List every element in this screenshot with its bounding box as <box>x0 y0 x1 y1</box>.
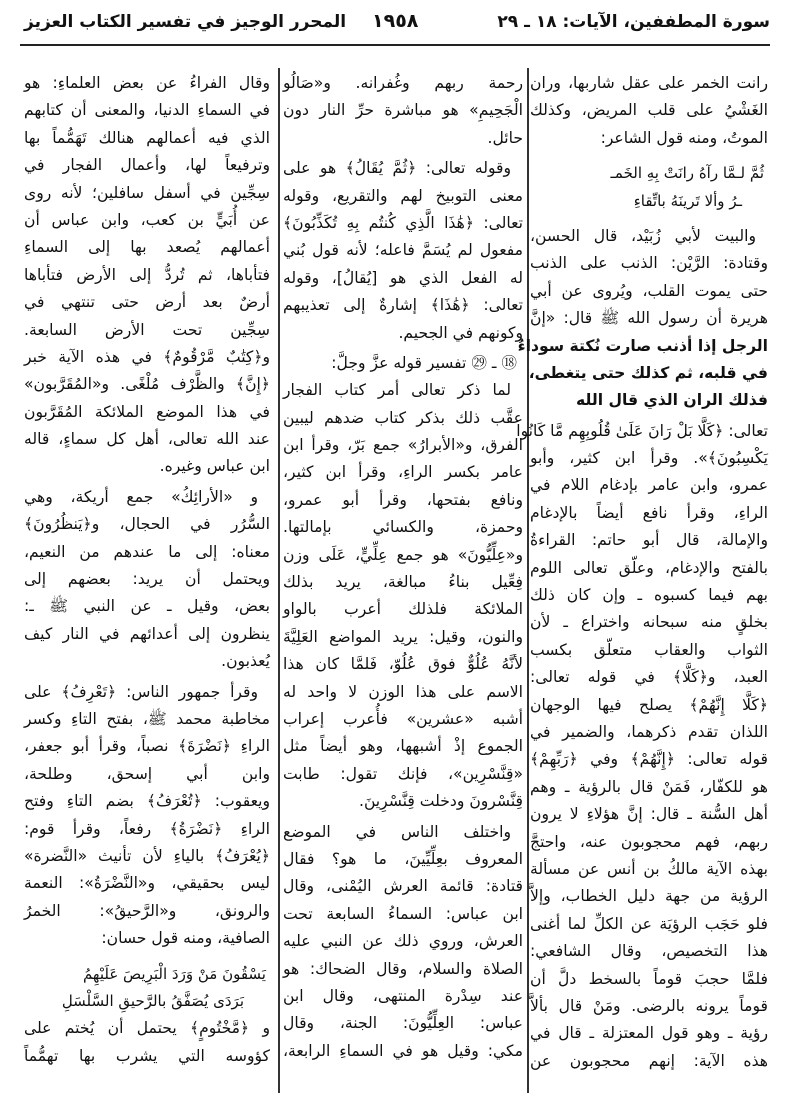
text-line: مكي: وقيل هو في السماءِ الرابعة، <box>283 1041 523 1060</box>
text-line: مفعول لم يُسَمَّ فاعله؛ لأنه قول بُني <box>283 241 523 260</box>
text-line: هو للكفّار، فَمَنْ قال بالرؤية ـ وهم <box>530 777 768 796</box>
text-line: العرش، وروي ذلك عن النبي عليه <box>283 932 523 951</box>
text-line: حتى يموت القلب، ويُروى عن أبي <box>530 281 768 300</box>
text-line: الاسم على هذا الوزن لا واحد له <box>283 682 523 701</box>
text-column-left <box>24 70 270 1070</box>
text-line: عن أُبَيٍّ بن كعب، وابن عباس أن <box>24 210 270 229</box>
book-title-header: المحرر الوجيز في تفسير الكتاب العزيز <box>24 12 347 32</box>
text-line: ينظرون إلى أعدائهم في النار كيف <box>24 624 270 643</box>
text-line: يَكْسِبُونَ﴾». وقرأ ابن كثير، وأبو <box>530 449 768 468</box>
text-line: الراءِ ﴿نَضْرَةَ﴾ نصباً، وقرأ أبو جعفر، <box>24 737 270 756</box>
text-line: هريرة أن رسول الله ﷺ قال: «إنَّ <box>530 309 768 328</box>
text-line: «قِنَّسْرِين»، فإنك تقول: طابت <box>283 764 523 783</box>
surah-verse-header: سورة المطففين، الآيات: ١٨ ـ ٢٩ <box>497 12 770 32</box>
text-line: في هذا الموضع الملائكة المُقَرَّبون <box>24 402 270 421</box>
text-line: قوله تعالى: ﴿إِنَّهُمْ﴾ وفي ﴿رَبِّهِمْ﴾ <box>530 750 768 769</box>
text-line: عمرو، وابن عامر بإدغام اللام في <box>530 476 768 495</box>
text-line: رحمة ربهم وغُفرانه. و«صَالُو <box>283 74 523 92</box>
text-line: أعمالهم يُصعد بها إلى السماءِ <box>24 238 270 257</box>
text-line: لما ذكر تعالى أمر كتاب الفجار <box>283 381 511 400</box>
text-line: تعالى: ﴿كَلَّا بَلْ رَانَ عَلَىٰ قُلُوبِهِم مَّا كَانُوا <box>516 421 768 440</box>
text-line: الذي فيه أعمالهم هنالك تَهَمُّماً بها <box>24 128 270 147</box>
text-line: اللذان تقدم ذكرهما، والضمير في <box>530 722 768 741</box>
text-line: عامر بكسر الراءِ، وقرأ ابن كثير، <box>283 463 523 482</box>
text-line: و«عِلِّيُّونَ» هو جمع عِلِّيٍّ، عَلَى وزن <box>283 545 523 564</box>
text-line: هذا التخصيص، وقال الشافعي: <box>530 942 768 961</box>
poetry-line: ثُمَّ لـمَّا رآهُ رانَتْ بِهِ الخَمـ <box>610 164 764 183</box>
text-line: في قلبه، ثم كذلك حتى يتغطى، <box>528 363 768 382</box>
text-line: حائل. <box>487 128 523 147</box>
text-line: الرؤية من جهة دليل الخطاب، وإلاَّ <box>530 887 768 906</box>
text-column-middle <box>283 70 523 1065</box>
text-line: واختلف الناس في الموضع <box>283 822 511 841</box>
text-line: أشبه «عشرين» فأُعرب إعراب <box>283 709 523 728</box>
text-line: قتادة: قائمة العرش اليُمْنى، وقال <box>283 877 523 896</box>
text-line: ونافع بفتحها، وقرأ أبو عمرو، <box>283 490 523 509</box>
text-line: ﴿يُعْرَفُ﴾ بالياءِ لأن تأنيث «النَّضرة» <box>24 846 270 865</box>
text-line: وقال الفراءُ عن بعض العلماءِ: هو <box>24 74 270 92</box>
text-line: ﴿إِنَّ﴾ والظَّرْف مُلْغًى. و«المُقَرَّبون» <box>24 375 270 394</box>
text-line: له الفعل الذي هو [يُقالُ]، وقوله <box>283 268 523 287</box>
text-line: بهم فيما كسبوه ـ وإن كان ذلك <box>530 586 768 605</box>
text-line: فتأباها، ثم تُردُّ إلى الأرض فتأباها <box>24 265 270 284</box>
text-line: الثواب والعقاب متعلّق بكسب <box>530 640 768 659</box>
section-heading: ⑱ ـ ㉙ تفسير قوله عزَّ وجلَّ: <box>331 353 517 372</box>
text-line: سِجِّين تحت الأرض السابعة. <box>24 320 270 339</box>
text-line: بهذه الآية مالكُ بن أنس عن مسألة <box>530 859 768 878</box>
text-line: والنون، وقيل: يريد المواضع العَلِيَّةَ <box>283 627 523 646</box>
text-line: في السماءِ الدنيا، والمعنى أن كتابهم <box>24 101 270 120</box>
text-column-right <box>516 70 768 1075</box>
poetry-line: يَسْقُونَ مَنْ وَرَدَ الْبَرِيصَ عَلَيْهِمُ <box>82 964 266 983</box>
text-line: و «الأرائِكُ» جمع أريكة، وهي <box>24 487 258 506</box>
text-line: وقوله تعالى: ﴿ثُمَّ يُقَالُ﴾ هو على <box>283 159 511 178</box>
text-line: الملائكة فلذلك أعرب بالواو <box>283 600 523 619</box>
text-line: رانت الخمر على عقل شاربها، وران <box>530 74 768 92</box>
text-line: عند الله تعالى، أهل كل سماءٍ، قاله <box>24 430 270 449</box>
text-line: بخلقٍ منه سبحانه واختراع ـ لأن <box>530 613 768 632</box>
text-line: وابن أبي إسحق، وطلحة، <box>24 764 270 783</box>
text-line: تعالى: ﴿هَٰذَا﴾ إشارةٌ إلى تعذيبهم <box>283 296 523 315</box>
text-line: ليس بحقيقي، و«النَّضْرَةُ»: النعمة <box>24 874 270 893</box>
text-line: قوماً يرونه بالرضى. ومَنْ قال بألاَّ <box>530 996 768 1015</box>
text-line: المعروف بعِلِّيِّينَ، ما هو؟ فقال <box>283 849 523 868</box>
text-line: قِنَّسْرونَ ودخلت قِنَّسْرِينَ. <box>358 792 523 811</box>
text-line: السُّرُر في الحجال، و﴿يَنظُرُونَ﴾ <box>24 515 270 534</box>
text-line: بعض، وقيل ـ عن النبي ﷺ ـ: <box>24 597 270 616</box>
poetry-line: ـرُ وألا تَرينَهُ باتِّقاءِ <box>633 191 742 210</box>
text-line: وقتادة: الرَّيْن: الذنب على الذنب <box>530 254 768 273</box>
text-line: تعالى: ﴿هَٰذَا الَّذِي كُنتُم بِهِ تُكَذِّبُونَ﴾ <box>283 213 523 232</box>
text-line: وقرأ جمهور الناس: ﴿تَعْرِفُ﴾ على <box>24 682 258 701</box>
text-line: و﴿كِتَٰبٌ مَّرْقُومٌ﴾ في هذه الآية خبر <box>24 347 270 366</box>
text-line: فذلك الران الذي قال الله <box>576 391 768 410</box>
text-line: الصلاة والسلام، وقال الضحاك: هو <box>283 959 523 978</box>
text-line: الموتُ، ومنه قول الشاعر: <box>600 128 768 147</box>
text-line: فلو حَجَب الرؤيَة عن الكلِّ لما أغنى <box>530 914 768 933</box>
text-line: مخاطبة محمد ﷺ، بفتح التاءِ وكسر <box>24 709 270 728</box>
text-line: معنى التوبيخ لهم والتقريع، وقوله <box>283 186 523 205</box>
text-line: والإمالة، قال أبو حاتم: القراءةُ <box>530 531 768 550</box>
text-line: ابن عباس: السماءُ السابعة تحت <box>283 904 523 923</box>
text-line: عند سِدْرة المنتهى، وقال ابن <box>283 986 523 1005</box>
text-line: الغَشْيُ على قلب المريض، وكذلك <box>530 101 768 120</box>
text-line: العبد، و﴿كَلَّا﴾ في قوله تعالى: <box>530 668 768 687</box>
text-line: والبيت لأبي زُبَيْد، قال الحسن، <box>530 226 756 245</box>
text-line: وترفيعاً لها، وأعمال الفجار في <box>24 156 270 175</box>
text-line: عباس: العِلِّيُّونَ: الجنة، وقال <box>283 1014 523 1033</box>
text-line: وحمزة، والكسائي بإمالتها. <box>283 518 523 537</box>
text-line: الراءِ، وقرأ نافع أيضاً بالإدغام <box>530 503 768 522</box>
text-line: وكونهم في الجحيم. <box>398 323 523 342</box>
text-line: ﴿كَلَّا إِنَّهُمْ﴾ يصلح فيها الوجهان <box>530 695 768 714</box>
text-line: الراءِ ﴿نَضْرَةُ﴾ رفعاً، وقرأ قوم: <box>24 819 270 838</box>
text-line: رؤية ـ وهو قول المعتزلة ـ قال في <box>530 1024 768 1043</box>
poetry-line: بَرَدَى يُصَفَّقُ بالرَّحيقِ السَّلْسَلِ <box>61 991 244 1010</box>
text-line: الصافية، ومنه قول حسان: <box>101 929 270 948</box>
text-line: هذه الآية: إنهم محجوبون عن <box>530 1051 768 1070</box>
text-line: أهل السُّنة ـ قال: إنَّ هؤلاءِ لا يرون <box>530 805 768 824</box>
text-line: فلمَّا حجبَ قوماً بالسخط دلَّ أن <box>530 969 768 988</box>
text-line: ابن عباس وغيره. <box>159 457 270 476</box>
text-line: الجموع إذْ أشبهها، وهو أيضاً مثل <box>283 737 523 756</box>
text-line: ربهم، فهم محجوبون عنه، واحتجَّ <box>530 832 768 851</box>
text-line: بالفتح والإدغام، وعلّق تعالى اللوم <box>530 558 768 577</box>
text-line: سِجِّين في أسفل سافلين؛ لأنه روى <box>24 183 270 202</box>
header-rule <box>20 44 770 46</box>
text-line: الْجَحِيمِ» هو مباشرة حرِّ النار دون <box>283 101 523 120</box>
text-line: لأنَّهُ عُلُوٌّ فوق عُلُوّ، فَلمَّا كان هذا <box>283 655 523 674</box>
text-line: معناه: إلى ما عندهم من النعيم، <box>24 542 270 561</box>
column-divider <box>278 68 280 1093</box>
text-line: ويحتمل أن يريد: بعضهم إلى <box>24 570 270 589</box>
text-line: الفرق، و«الأبرارُ» جمع بَرّ، وقرأ ابن <box>283 436 523 455</box>
text-line: فِعِّيل بناءُ مبالغة، يريد بذلك <box>283 573 523 592</box>
column-divider <box>527 68 529 1093</box>
text-line: كؤوسه التي يشرب بها تهمُّماً <box>24 1046 270 1065</box>
text-line: و ﴿مَّخْتُومٍ﴾ يحتمل أن يُختم على <box>24 1019 270 1038</box>
text-line: يُعذبون. <box>221 652 270 671</box>
text-line: ويعقوب: ﴿تُعْرَفُ﴾ بضم التاءِ وفتح <box>24 792 270 811</box>
text-line: أرضٌ بعد أرض حتى تنتهي في <box>24 293 270 312</box>
text-line: عقَّب ذلك بذكر كتاب ضدهم ليبين <box>283 408 523 427</box>
page-number: ١٩٥٨ <box>372 10 419 32</box>
text-line: والرونق، و«الرَّحيقُ»: الخمرُ <box>24 901 270 920</box>
text-line: الرجل إذا أذنب صارت نُكتة سوداءُ <box>517 336 768 355</box>
